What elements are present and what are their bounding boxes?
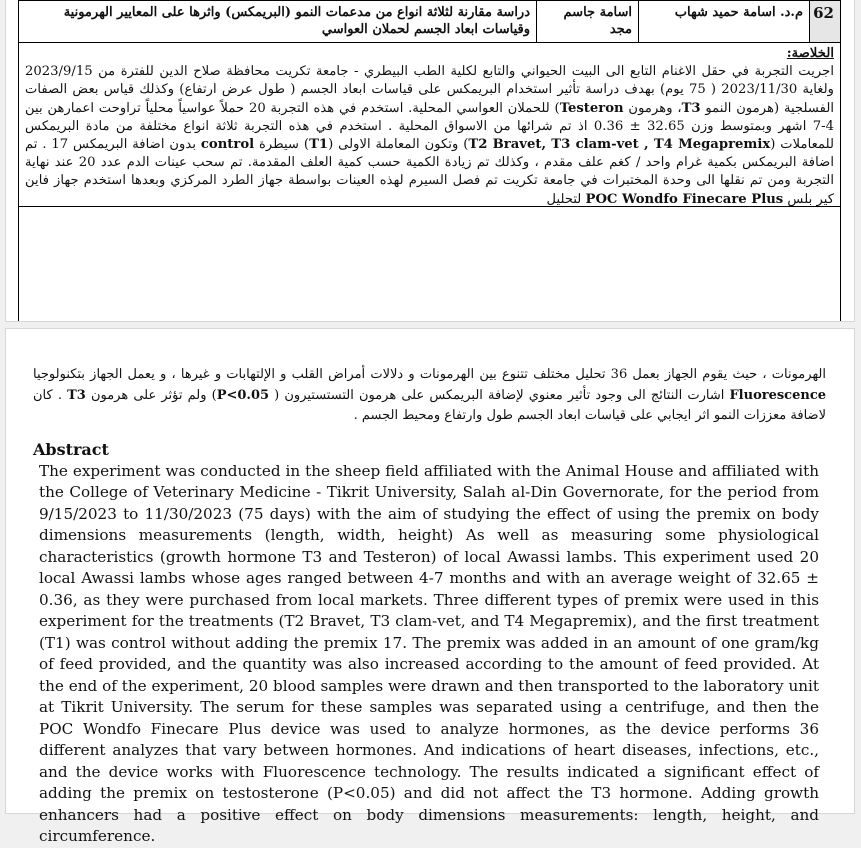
paper-title: دراسة مقارنة لثلاثة انواع من مدعمات النمو (البريمكس) واثرها على المعايير الهرمونية وقياسات ابعاد الجسم لحملان العواسي	[63, 5, 530, 37]
english-abstract	[33, 439, 819, 848]
arabic-abstract-heading: الخلاصة:	[786, 46, 834, 61]
paper-table-row	[18, 0, 841, 43]
english-abstract-heading: Abstract	[33, 440, 109, 459]
arabic-abstract-text: اجريت التجربة في حقل الاغنام التابع الى البيت الحيواني والتابع لكلية الطب البيطري - جامعة تكريت محافظة صلاح الدين للفترة من 2023/9/15 ولغاية 2023/11/30 ( 75 يوم) بهدف دراسة تأثير استخدام البريمكس على قياسات ابعاد الجسم ( طول عرض ارتفاع) وكذلك قياس بعض الصفات الفسلجية (هرمون النمو T3، وهرمون Testeron) للحملان العواسي المحلية. استخدم في هذه التجربة 20 حملاً عواسياً محلياً تراوحت اعمارهن بين 4-7 اشهر وبمتوسط وزن 32.65 ± 0.36 اذ تم شرائها من الاسواق المحلية . استخدم في هذه التجربة ثلاثة انواع مختلفة من مادة البريمكس للمعاملات (T2 Bravet, T3 clam-vet , T4 Megapremix) وتكون المعاملة الاولى (T1) سيطرة control بدون اضافة البريمكس 17 . تم اضافة البريمكس بكمية غرام واحد / كغم علف مقدم ، وكذلك تم زيادة الكمية حسب كمية العلف المقدمة. تم سحب عينات الدم عدد 20 عند نهاية التجربة ومن تم نقلها الى وحدة المختبرات في جامعة تكريت تم فصل السيرم لهذه العينات بواسطة جهاز الطرد المركزي وبعدها استخدم جهاز فاين كير بلس POC Wondfo Finecare Plus لتحليل	[25, 64, 834, 207]
document-page-2	[6, 329, 854, 845]
author-2: اسامة جاسم مجد	[536, 1, 638, 42]
arabic-abstract-continuation: الهرمونات ، حيث يقوم الجهاز بعمل 36 تحليل مختلف تتنوع بين الهرمونات و دلالات أمراض القلب و الإلتهابات و غيرها ، و يعمل الجهاز بتكنولوجيا Fluorescence اشارت النتائج الى وجود تأثير معنوي لإضافة البريمكس على هرمون التستستيرون ( P<0.05) ولم تؤثر على هرمون T3 . كان لاضافة معززات النمو اثر ايجابي على قياسات ابعاد الجسم طول وارتفاع ومحيط الجسم .	[33, 367, 827, 423]
english-abstract-text: The experiment was conducted in the sheep field affiliated with the Animal House and affiliated with the College of Veterinary Medicine - Tikrit University, Salah al-Din Governorate, for the period from 9/15/2023 to 11/30/2023 (75 days) with the aim of studying the effect of using the premix on body dimensions measurements (length, width, height) As well as measuring some physiological characteristics (growth hormone T3 and Testeron) of local Awassi lambs. This experiment used 20 local Awassi lambs whose ages ranged between 4-7 months and with an average weight of 32.65 ± 0.36, as they were purchased from local markets. Three different types of premix were used in this experiment for the treatments (T2 Bravet, T3 clam-vet, and T4 Megapremix), and the first treatment (T1) was control without adding the premix 17. The premix was added in an amount of one gram/kg of feed provided, and the quantity was also increased according to the amount of feed provided. At the end of the experiment, 20 blood samples were drawn and then transported to the laboratory unit at Tikrit University. The serum for these samples was separated using a centrifuge, and then the POC Wondfo Finecare Plus device was used to analyze hormones, as the device performs 36 different analyzes that vary between hormones. And indications of heart diseases, infections, etc., and the device works with Fluorescence technology. The results indicated a significant effect of adding the premix on testosterone (P<0.05) and did not affect the T3 hormone. Adding growth enhancers had a positive effect on body dimensions measurements: length, height, and circumference.	[39, 461, 819, 845]
table-border-left	[18, 206, 19, 321]
document-page-1	[6, 0, 854, 321]
table-border-right	[840, 206, 841, 321]
row-number: 62	[809, 1, 840, 42]
arabic-abstract	[18, 42, 841, 207]
author-1: م.د. اسامة حميد شهاب	[638, 1, 809, 42]
